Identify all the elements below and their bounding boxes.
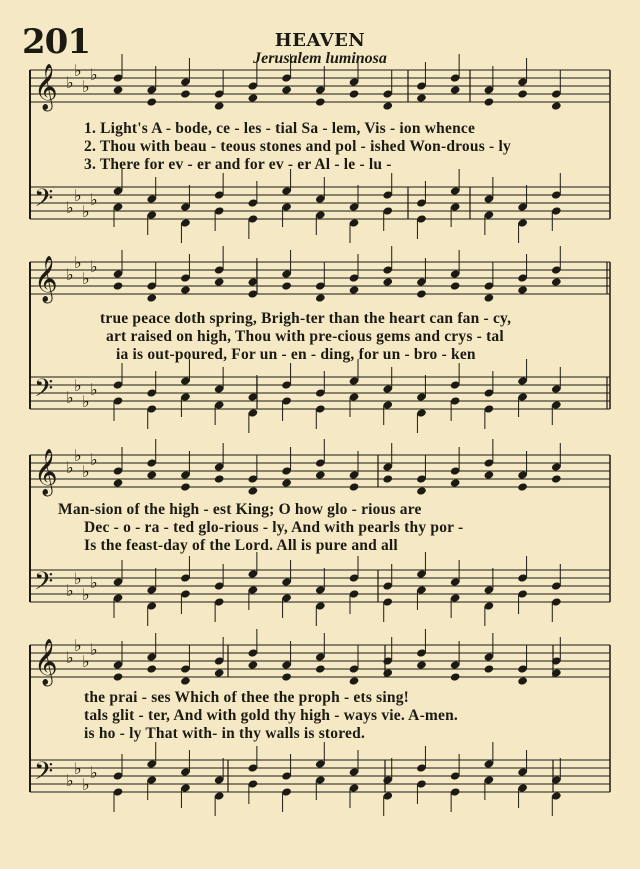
note-head	[214, 474, 225, 483]
note-head	[382, 668, 393, 677]
note-head	[113, 85, 124, 94]
lyric-s3-verse1: Man-sion of the high - est King; O how glo - rious are	[58, 501, 422, 518]
note-head	[214, 101, 225, 110]
lyric-s3-verse3: Is the feast-day of the Lord. All is pure and all	[84, 537, 398, 554]
note-head	[315, 97, 326, 106]
lyric-s4-verse1: the prai - ses Which of thee the proph - ets sing!	[84, 689, 410, 706]
lyric-s3-verse2: Dec - o - ra - ted glo-rious - ly, And with pearls thy por -	[84, 519, 464, 536]
note-head	[382, 474, 393, 483]
note-head	[517, 676, 528, 685]
flat-icon: ♭	[90, 257, 98, 276]
note-head	[315, 664, 326, 673]
flat-icon: ♭	[90, 763, 98, 782]
flat-icon: ♭	[90, 65, 98, 84]
flat-icon: ♭	[82, 202, 90, 221]
tune-name: Jerusalem luminosa	[253, 50, 387, 67]
flat-icon: ♭	[82, 775, 90, 794]
lyric-s4-verse3: is ho - ly That with- in thy walls is stored.	[84, 725, 366, 742]
note-head	[281, 478, 292, 487]
note-head	[416, 660, 427, 669]
note-head	[416, 289, 427, 298]
flat-icon: ♭	[82, 585, 90, 604]
flat-icon: ♭	[66, 648, 74, 667]
note-head	[551, 101, 562, 110]
flat-icon: ♭	[90, 640, 98, 659]
bass-clef-icon: 𝄢	[34, 184, 54, 219]
note-head	[113, 478, 124, 487]
lyric-s1-verse1: 1. Light's A - bode, ce - les - tial Sa - lem, Vis - ion whence	[84, 120, 476, 137]
hymn-number: 201	[22, 22, 90, 62]
note-head	[382, 101, 393, 110]
flat-icon: ♭	[74, 253, 82, 272]
note-head	[214, 668, 225, 677]
note-head	[551, 277, 562, 286]
flat-icon: ♭	[82, 392, 90, 411]
lyric-s4-verse2: tals glit - ter, And with gold thy high - ways vie. A-men.	[84, 707, 459, 724]
flat-icon: ♭	[66, 458, 74, 477]
note-head	[113, 281, 124, 290]
flat-icon: ♭	[90, 450, 98, 469]
note-head	[146, 293, 157, 302]
flat-icon: ♭	[82, 462, 90, 481]
note-head	[483, 97, 494, 106]
note-head	[517, 285, 528, 294]
flat-icon: ♭	[74, 376, 82, 395]
note-head	[382, 277, 393, 286]
note-head	[180, 89, 191, 98]
note-head	[214, 277, 225, 286]
note-head	[281, 281, 292, 290]
note-head	[146, 470, 157, 479]
flat-icon: ♭	[66, 73, 74, 92]
flat-icon: ♭	[66, 581, 74, 600]
note-head	[483, 664, 494, 673]
flat-icon: ♭	[74, 61, 82, 80]
flat-icon: ♭	[90, 573, 98, 592]
note-head	[113, 672, 124, 681]
note-head	[450, 478, 461, 487]
flat-icon: ♭	[66, 388, 74, 407]
treble-clef-icon: 𝄞	[34, 256, 58, 302]
flat-icon: ♭	[74, 569, 82, 588]
note-head	[349, 285, 360, 294]
note-head	[315, 470, 326, 479]
note-head	[247, 486, 258, 495]
treble-clef-icon: 𝄞	[34, 639, 58, 685]
bass-clef-icon: 𝄢	[34, 374, 54, 409]
note-head	[349, 89, 360, 98]
bass-clef-icon: 𝄢	[34, 567, 54, 602]
lyric-s1-verse2: 2. Thou with beau - teous stones and pol - ished Won-drous - ly	[84, 138, 511, 155]
note-head	[450, 85, 461, 94]
note-head	[483, 470, 494, 479]
flat-icon: ♭	[74, 636, 82, 655]
note-head	[450, 281, 461, 290]
lyric-s2-verse3: ia is out-poured, For un - en - ding, for un - bro - ken	[116, 346, 476, 363]
note-head	[450, 672, 461, 681]
note-head	[281, 85, 292, 94]
note-head	[180, 676, 191, 685]
note-head	[281, 672, 292, 681]
note-head	[247, 93, 258, 102]
note-head	[146, 97, 157, 106]
treble-clef-icon: 𝄞	[34, 64, 58, 110]
flat-icon: ♭	[66, 198, 74, 217]
note-head	[349, 482, 360, 491]
note-head	[416, 486, 427, 495]
flat-icon: ♭	[82, 269, 90, 288]
note-head	[315, 293, 326, 302]
bass-clef-icon: 𝄢	[34, 757, 54, 792]
note-head	[483, 293, 494, 302]
lyric-s2-verse2: art raised on high, Thou with pre-cious gems and crys - tal	[106, 328, 504, 345]
note-head	[551, 474, 562, 483]
note-head	[517, 482, 528, 491]
note-head	[146, 664, 157, 673]
flat-icon: ♭	[90, 380, 98, 399]
flat-icon: ♭	[74, 446, 82, 465]
treble-clef-icon: 𝄞	[34, 449, 58, 495]
flat-icon: ♭	[74, 186, 82, 205]
note-head	[349, 676, 360, 685]
flat-icon: ♭	[74, 759, 82, 778]
flat-icon: ♭	[66, 771, 74, 790]
lyric-s2-verse1: true peace doth spring, Brigh-ter than the heart can fan - cy,	[100, 310, 512, 327]
note-head	[517, 89, 528, 98]
hymn-title: HEAVEN	[274, 30, 366, 51]
lyric-s1-verse3: 3. There for ev - er and for ev - er Al - le - lu -	[84, 156, 392, 173]
flat-icon: ♭	[82, 652, 90, 671]
flat-icon: ♭	[90, 190, 98, 209]
note-head	[416, 93, 427, 102]
flat-icon: ♭	[66, 265, 74, 284]
flat-icon: ♭	[82, 77, 90, 96]
note-head	[180, 482, 191, 491]
note-head	[180, 285, 191, 294]
note-head	[247, 660, 258, 669]
